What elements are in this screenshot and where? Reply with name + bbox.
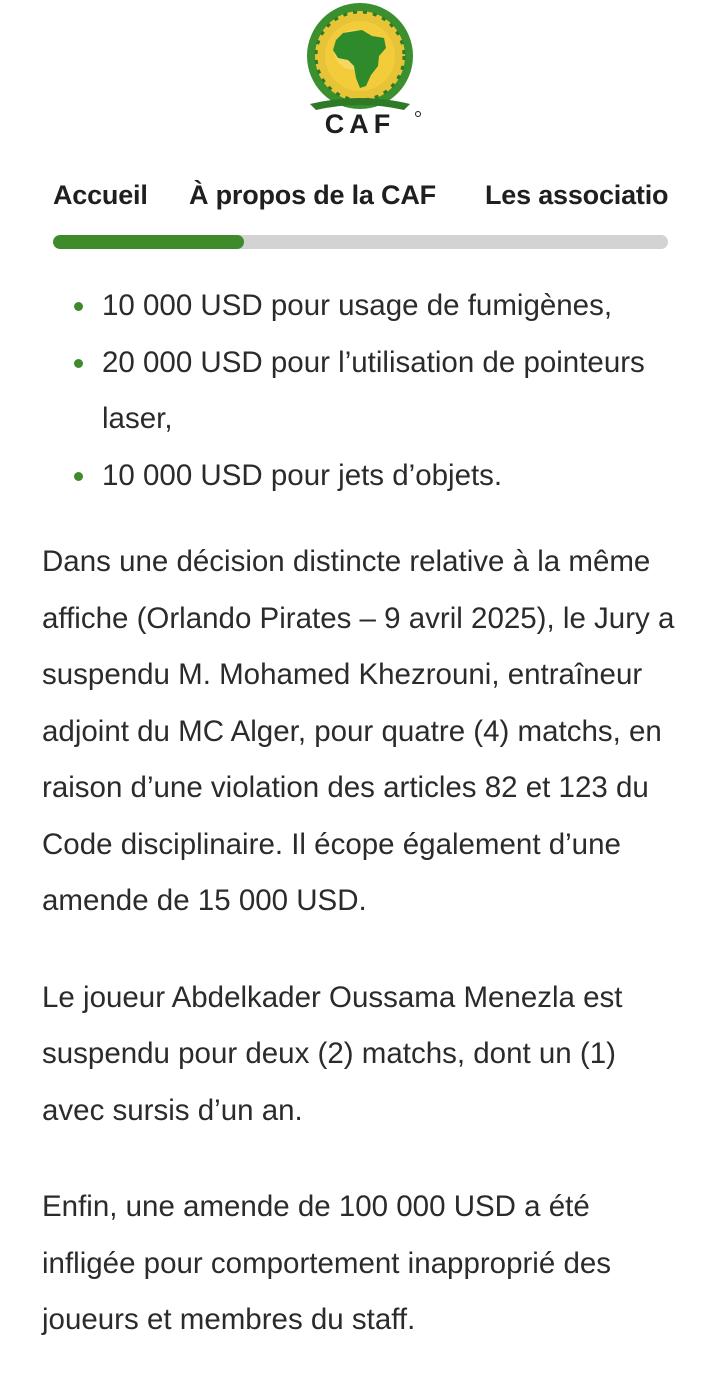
list-item-text: 10 000 USD pour usage de fumigènes,	[102, 289, 613, 322]
bullet-dot-icon	[74, 302, 83, 311]
list-item	[42, 278, 682, 335]
list-item	[42, 448, 682, 505]
fine-list	[42, 278, 682, 504]
nav-item-associations[interactable]: Les associatio	[485, 180, 669, 210]
bullet-dot-icon	[74, 359, 83, 368]
nav-item-a-propos[interactable]: À propos de la CAF	[189, 180, 436, 210]
caf-emblem-icon	[288, 0, 433, 140]
paragraph-amende: Enfin, une amende de 100 000 USD a été infligée pour comportement inapproprié des joueurs et membres du staff.	[42, 1190, 612, 1336]
paragraph-khezrouni: Dans une décision distincte relative à la même affiche (Orlando Pirates – 9 avril 2025), le Jury a suspendu M. Mohamed Khezrouni, entraîneur adjoint du MC Alger, pour quatre (4) matchs, en raison d’une violation des articles 82 et 123 du Code disciplinaire. Il écope également d’une amende de 15 000 USD.	[42, 545, 675, 917]
logo-wordmark: CAF	[324, 109, 396, 139]
list-item	[42, 335, 682, 448]
article-body	[42, 278, 682, 1349]
bullet-dot-icon	[74, 472, 83, 481]
list-item-text: 20 000 USD pour l’utilisation de pointeurs laser,	[102, 345, 645, 435]
paragraph-menezla: Le joueur Abdelkader Oussama Menezla est suspendu pour deux (2) matchs, dont un (1) avec sursis d’un an.	[42, 980, 623, 1127]
nav-scroll-track[interactable]	[53, 235, 668, 249]
main-nav	[0, 172, 670, 222]
nav-item-accueil[interactable]: Accueil	[53, 180, 148, 210]
list-item-text: 10 000 USD pour jets d’objets.	[102, 458, 503, 492]
caf-logo[interactable]	[288, 0, 433, 140]
nav-scroll-indicator[interactable]	[53, 235, 244, 249]
